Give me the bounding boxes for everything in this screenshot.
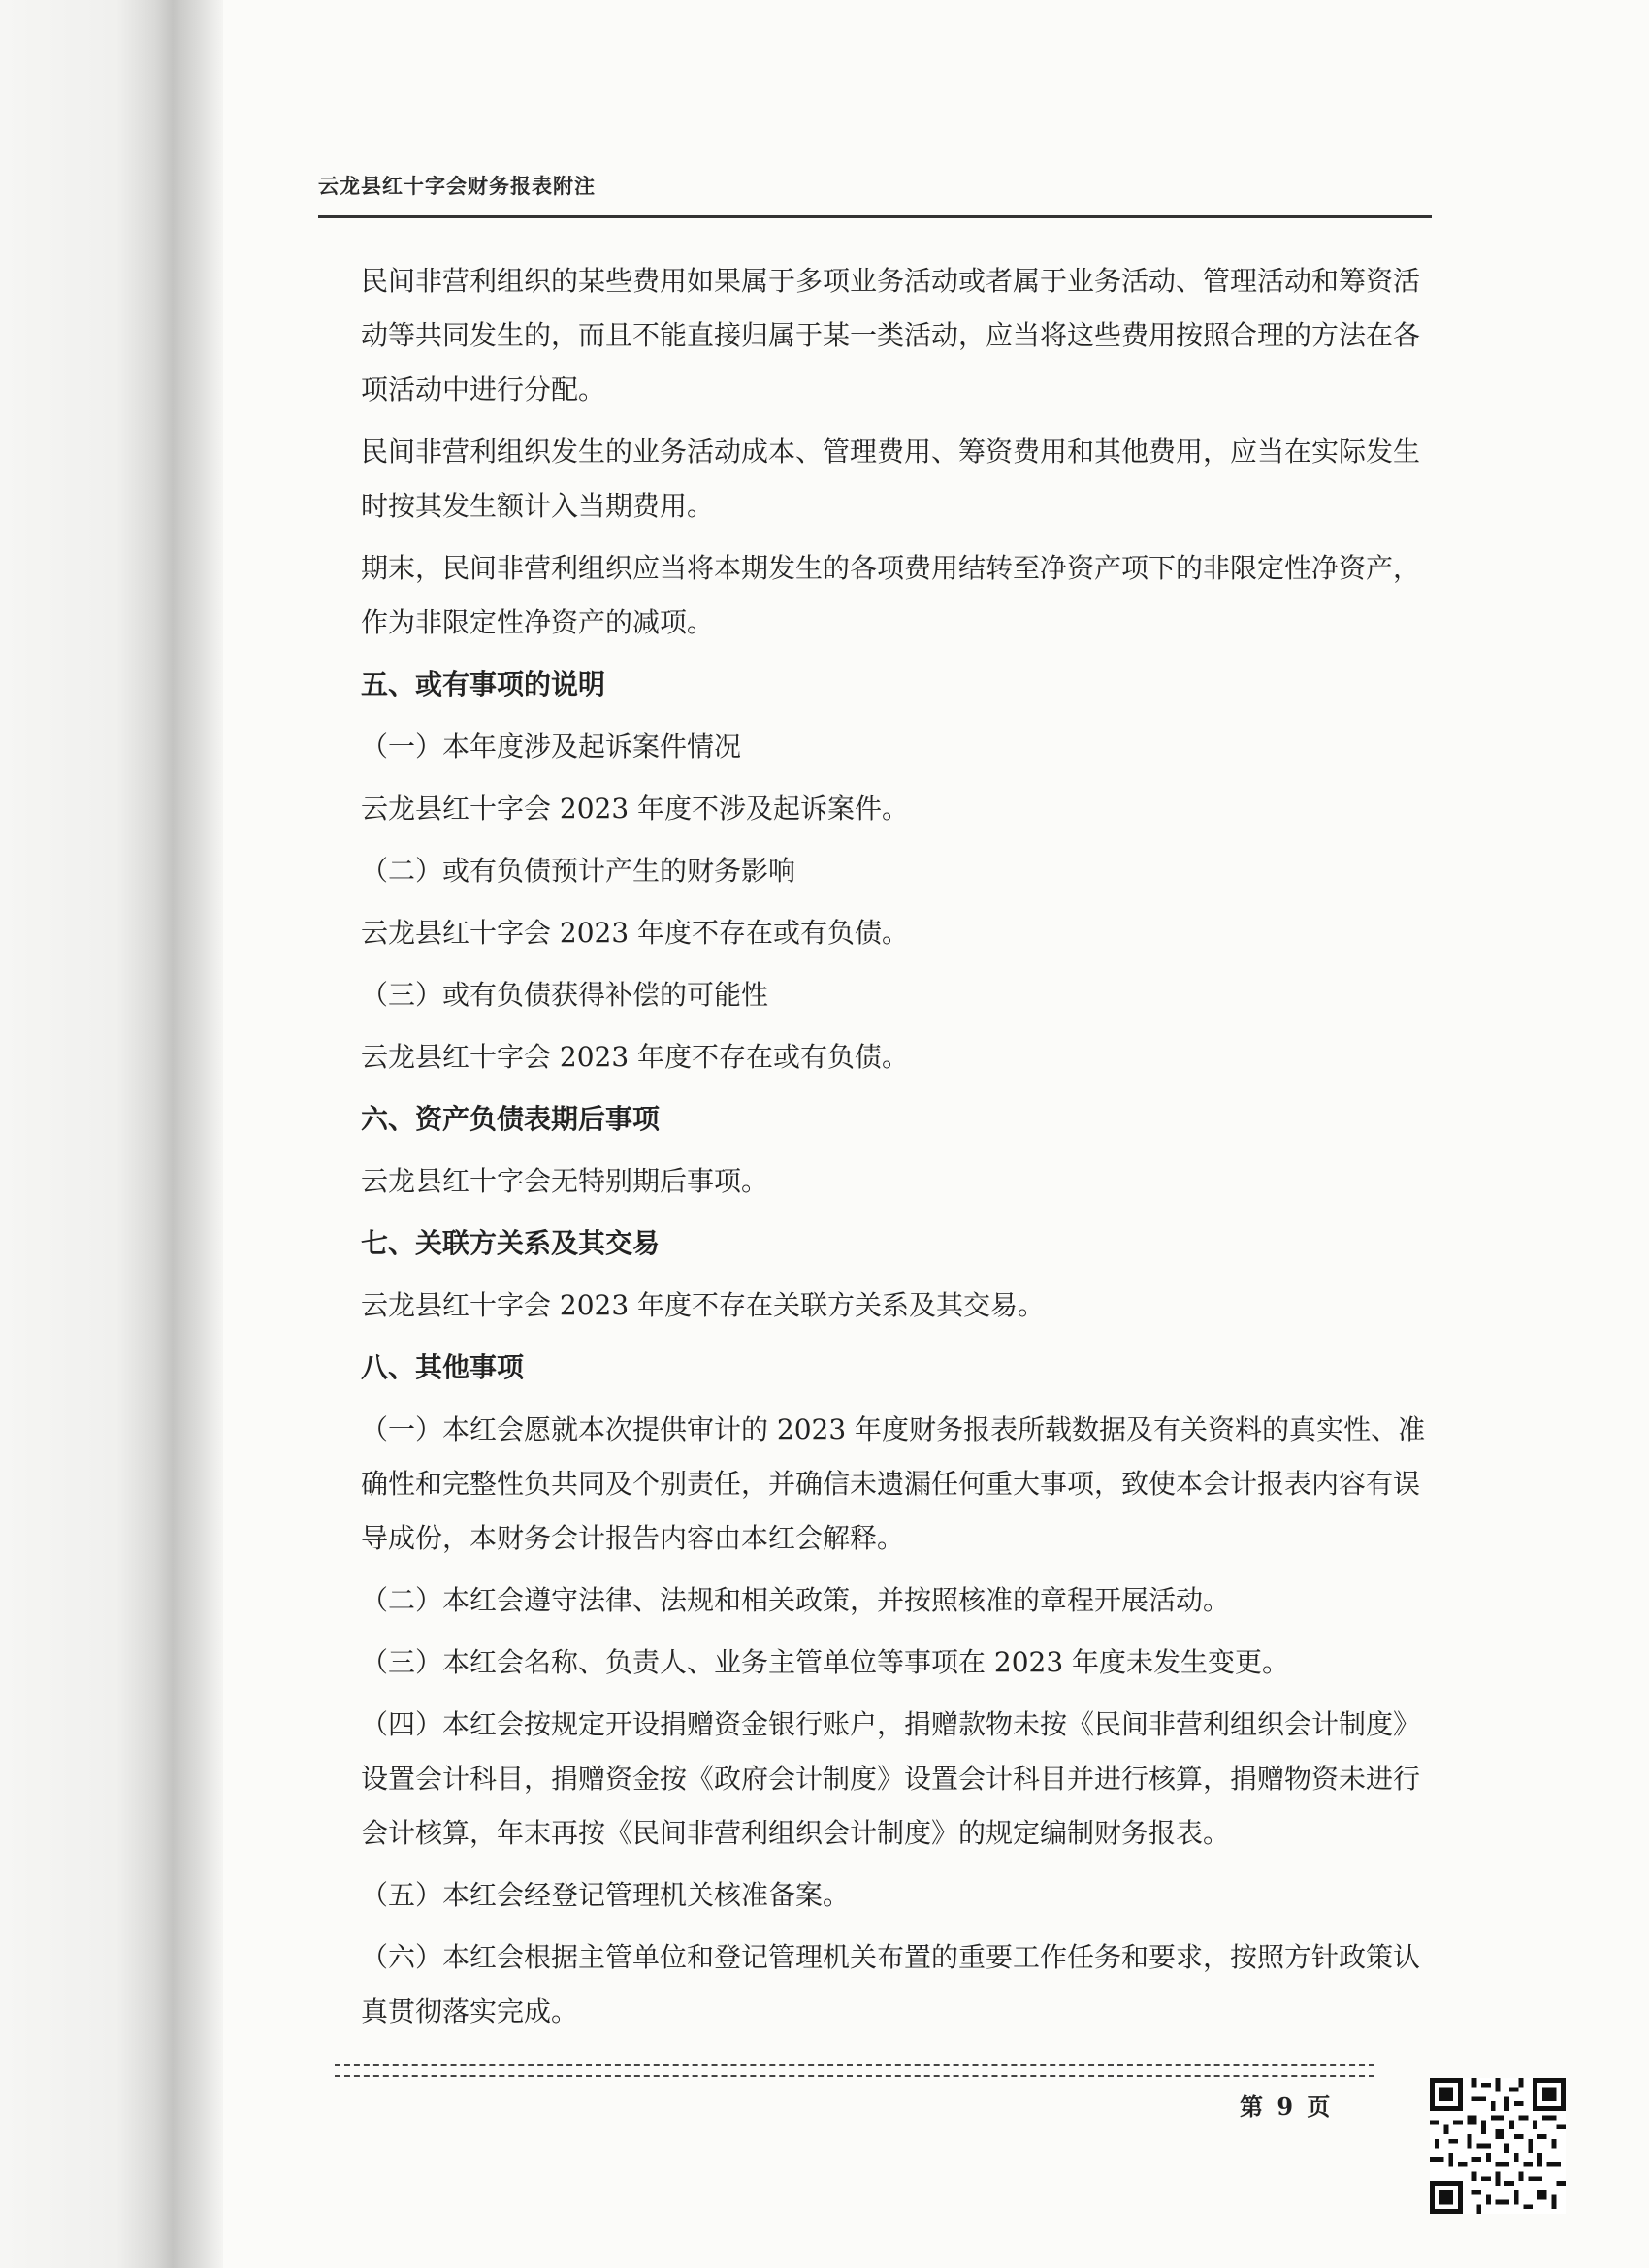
page-number: 第 9 页 [1240,2092,1334,2121]
paragraph-expense-recognition: 民间非营利组织发生的业务活动成本、管理费用、筹资费用和其他费用，应当在实际发生时按其发生额计入当期费用。 [361,436,1421,522]
page-header [318,163,1432,218]
section-6-text: 云龙县红十字会无特别期后事项。 [361,1165,769,1197]
section-5-item-3-text: 云龙县红十字会 2023 年度不存在或有负债。 [361,1041,910,1073]
binding-shadow [0,0,223,2268]
paragraph-expense-allocation: 民间非营利组织的某些费用如果属于多项业务活动或者属于业务活动、管理活动和筹资活动等共同发生的，而且不能直接归属于某一类活动，应当将这些费用按照合理的方法在各项活动中进行分配。 [361,265,1421,405]
section-8-item-4: （四）本红会按规定开设捐赠资金银行账户，捐赠款物未按《民间非营利组织会计制度》设置会计科目，捐赠资金按《政府会计制度》设置会计科目并进行核算，捐赠物资未进行会计核算，年末再按《民间非营利组织会计制度》的规定编制财务报表。 [361,1708,1421,1849]
section-8-heading: 八、其他事项 [361,1351,525,1383]
section-8-item-5: （五）本红会经登记管理机关核准备案。 [361,1879,851,1911]
section-5-item-3-title: （三）或有负债获得补偿的可能性 [361,979,769,1011]
page-content [361,254,1432,2047]
section-5-heading: 五、或有事项的说明 [361,668,606,700]
section-5-item-1-title: （一）本年度涉及起诉案件情况 [361,730,742,762]
footer-divider [335,2064,1374,2077]
header-title: 云龙县红十字会财务报表附注 [318,174,596,198]
section-6-heading: 六、资产负债表期后事项 [361,1103,661,1135]
section-8-item-3: （三）本红会名称、负责人、业务主管单位等事项在 2023 年度未发生变更。 [361,1646,1290,1678]
section-5-item-2-title: （二）或有负债预计产生的财务影响 [361,855,796,887]
section-8-item-6: （六）本红会根据主管单位和登记管理机关布置的重要工作任务和要求，按照方针政策认真贯彻落实完成。 [361,1941,1421,2027]
section-8-item-1: （一）本红会愿就本次提供审计的 2023 年度财务报表所载数据及有关资料的真实性、准确性和完整性负共同及个别责任，并确信未遗漏任何重大事项，致使本会计报表内容有误导成份，本财务会计报告内容由本红会解释。 [361,1413,1426,1554]
section-5-item-1-text: 云龙县红十字会 2023 年度不涉及起诉案件。 [361,793,910,825]
section-8-item-2: （二）本红会遵守法律、法规和相关政策，并按照核准的章程开展活动。 [361,1584,1231,1616]
paragraph-period-end: 期末，民间非营利组织应当将本期发生的各项费用结转至净资产项下的非限定性净资产，作为非限定性净资产的减项。 [361,552,1421,638]
section-5-item-2-text: 云龙县红十字会 2023 年度不存在或有负债。 [361,917,910,949]
section-7-text: 云龙县红十字会 2023 年度不存在关联方关系及其交易。 [361,1289,1046,1321]
section-7-heading: 七、关联方关系及其交易 [361,1227,661,1259]
qr-code-icon [1430,2078,1566,2214]
